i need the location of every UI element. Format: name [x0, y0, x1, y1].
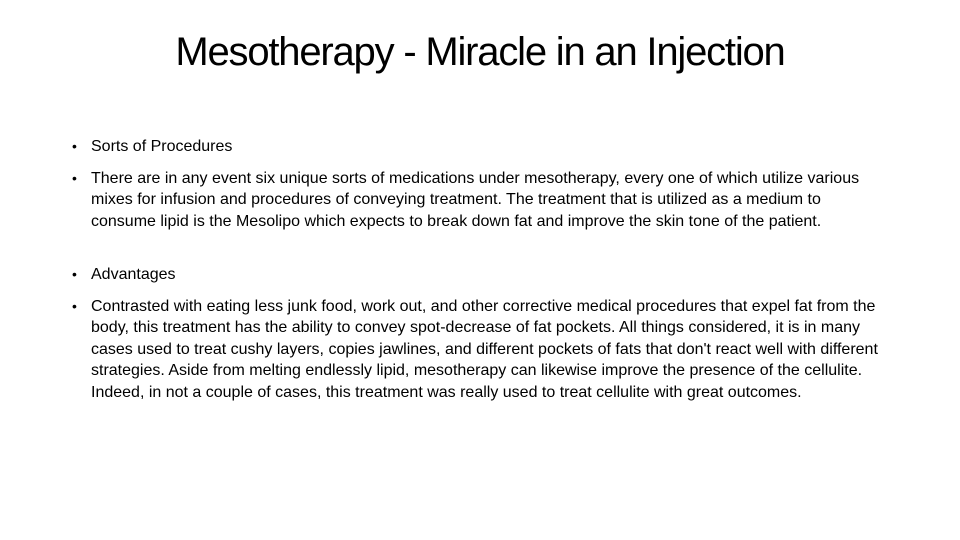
bullet-text: There are in any event six unique sorts of medications under mesotherapy, every one of which utilize various mixes for infusion and procedures of conveying treatment. The treatment that is utilized as a medium to consume lipid is the Mesolipo which expects to break down fat and improve the skin tone of the patient. — [91, 169, 860, 230]
bullet-item-sorts-of-procedures — [72, 136, 882, 158]
bullet-icon: • — [72, 138, 77, 154]
bullet-icon: • — [72, 297, 77, 314]
bullet-icon: • — [72, 169, 77, 186]
bullet-item-six-sorts — [72, 168, 882, 233]
slide-title: Mesotherapy - Miracle in an Injection — [175, 30, 785, 74]
bullet-text: Sorts of Procedures — [91, 138, 233, 155]
bullet-item-advantages — [72, 264, 882, 286]
bullet-icon: • — [72, 266, 77, 282]
bullet-text: Advantages — [91, 266, 176, 283]
bullet-item-contrasted — [72, 296, 882, 404]
bullet-list — [72, 136, 882, 403]
bullet-text: Contrasted with eating less junk food, work out, and other corrective medical procedures that expel fat from the body, this treatment has the ability to convey spot-decrease of fat pockets. All things considered, it is in many cases used to treat cushy layers, copies jawlines, and different pockets of fats that don't react well with different strategies. Aside from melting endlessly lipid, mesotherapy can likewise improve the presence of the cellulite. Indeed, in not a couple of cases, this treatment was really used to treat cellulite with great outcomes. — [91, 297, 878, 401]
